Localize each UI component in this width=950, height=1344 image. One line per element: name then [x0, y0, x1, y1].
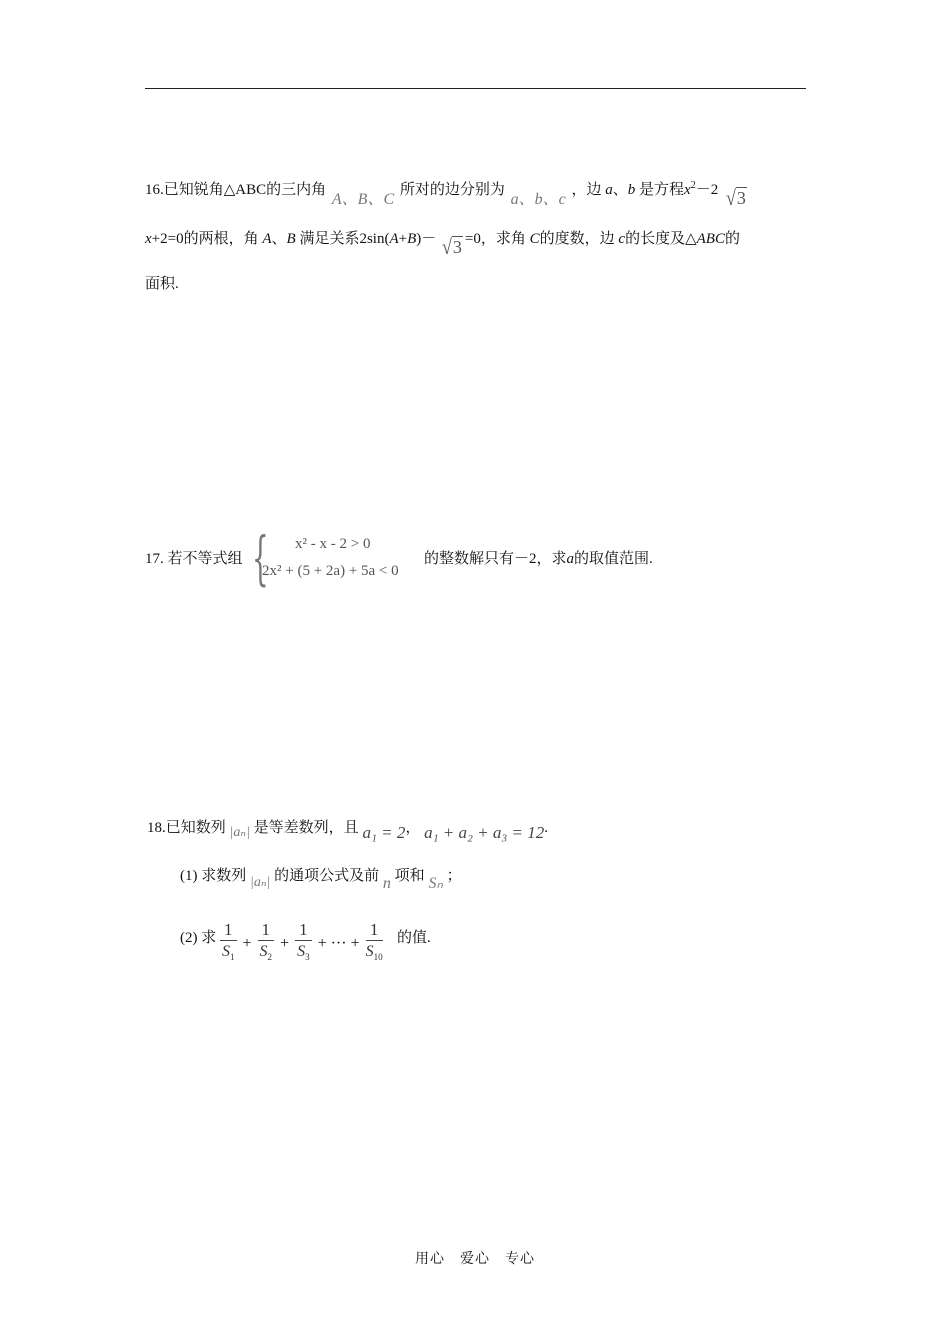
q16-line3: 面积. [145, 276, 179, 292]
q17-text1: 的整数解只有－2，求 [424, 551, 567, 567]
q16-sides: a、b、c [510, 191, 566, 208]
q16-sep: 、 [612, 182, 628, 198]
q17-rest [424, 549, 653, 569]
page-footer: 用心 爱心 专心 [415, 1252, 535, 1267]
q18-comma: ， [405, 820, 421, 836]
q16-exp: 2 [690, 180, 696, 191]
q18-cond1: a₁ = 2 [362, 823, 406, 842]
ellipsis-sum: + ··· + [317, 935, 360, 953]
q18-text1: 是等差数列，且 [253, 820, 359, 836]
fraction-1-over-S1 [220, 920, 237, 968]
q18-seq-text: aₙ [233, 825, 247, 840]
frac-den: $S_{10}$ [365, 943, 383, 963]
fraction-1-over-S3 [295, 920, 312, 968]
q18-p1-text2: 项和 [394, 868, 425, 884]
sqrt-3-b: √3 [442, 235, 462, 259]
fraction-1-over-S2 [258, 920, 275, 968]
q16-line2-e: 的度数，边 [539, 231, 615, 247]
plus-sign: + [280, 935, 290, 953]
q16-line2-g: 的 [724, 231, 740, 247]
system-brace: { [252, 524, 269, 592]
q16-text2: ，边 [571, 182, 602, 198]
q16-line2-c: )－ [416, 231, 437, 247]
q18-seq: |aₙ| [229, 825, 250, 840]
q16-text1: 所对的边分别为 [399, 182, 505, 198]
q17-var-a: a [566, 551, 575, 567]
header-rule [145, 88, 806, 89]
q18-p1-seq: |aₙ| [250, 875, 271, 890]
q18-cond2: a₁ + a₂ + a₃ = 12 [424, 823, 545, 842]
q16-line2-A: A [262, 231, 272, 247]
sqrt-arg: 3 [736, 188, 746, 208]
frac-num: 1 [295, 920, 312, 941]
fraction-1-over-S10 [366, 920, 383, 968]
q16-line2-b: 满足关系2sin( [299, 231, 390, 247]
q18-p1-n: n [382, 875, 391, 892]
q16-text4: －2 [695, 182, 719, 198]
q16-var-x: x [684, 182, 691, 198]
q18-p1-seq-text: aₙ [253, 875, 267, 890]
sqrt-arg-b: 3 [452, 237, 462, 257]
frac-den: $S_1$ [222, 943, 235, 963]
q16-line2-ABC: ABC [696, 231, 725, 247]
q16-line2-sep: 、 [271, 231, 287, 247]
plus-sign: + [242, 935, 252, 953]
q16-line1 [145, 176, 747, 210]
q17-text2: 的取值范围. [574, 551, 653, 567]
q16-line2-f: 的长度及△ [625, 231, 697, 247]
q16-line2 [145, 226, 740, 259]
q18-p1-end: ； [446, 868, 462, 884]
q18-line1 [147, 817, 548, 842]
q18-p2-end: 的值. [397, 930, 431, 946]
q16-text3: 是方程 [639, 182, 685, 198]
q16-var-b: b [627, 182, 636, 198]
q18-p1-S: Sₙ [428, 875, 443, 892]
q16-var-a: a [605, 182, 613, 198]
q18-label: 18.已知数列 [147, 820, 226, 836]
q18-part2 [180, 928, 216, 948]
frac-den: $S_2$ [259, 943, 273, 963]
frac-num: 1 [366, 920, 383, 941]
q16-line2-c-var: c [618, 231, 626, 247]
q16-line2-x: x [145, 231, 152, 247]
q17-inequality-2: 2x² + (5 + 2a) + 5a < 0 [262, 563, 399, 579]
q16-line2-a: +2=0的两根，角 [151, 231, 259, 247]
q16-line2-plus: + [398, 231, 408, 247]
frac-num: 1 [220, 920, 237, 941]
q16-line2-B2: B [407, 231, 417, 247]
sqrt-3: √3 [725, 186, 746, 210]
q16-line2-B: B [286, 231, 296, 247]
q18-sum-expression [218, 920, 385, 968]
q16-line2-d: =0，求角 [464, 231, 526, 247]
frac-den: $S_3$ [297, 943, 310, 963]
q18-dot: . [544, 820, 548, 836]
q17-label: 17. 若不等式组 [145, 551, 243, 567]
q16-line2-A2: A [389, 231, 399, 247]
q18-p1-label: (1) 求数列 [180, 868, 247, 884]
q16-angles: A、B、C [331, 191, 395, 208]
q17-inequality-1: x² - x - 2 > 0 [295, 536, 371, 552]
q18-part1 [180, 866, 462, 892]
q18-p1-text: 的通项公式及前 [274, 868, 380, 884]
q16-line2-C: C [529, 231, 540, 247]
frac-num: 1 [258, 920, 275, 941]
q16-label: 16.已知锐角△ABC的三内角 [145, 182, 327, 198]
q18-p2-label: (2) 求 [180, 930, 217, 946]
